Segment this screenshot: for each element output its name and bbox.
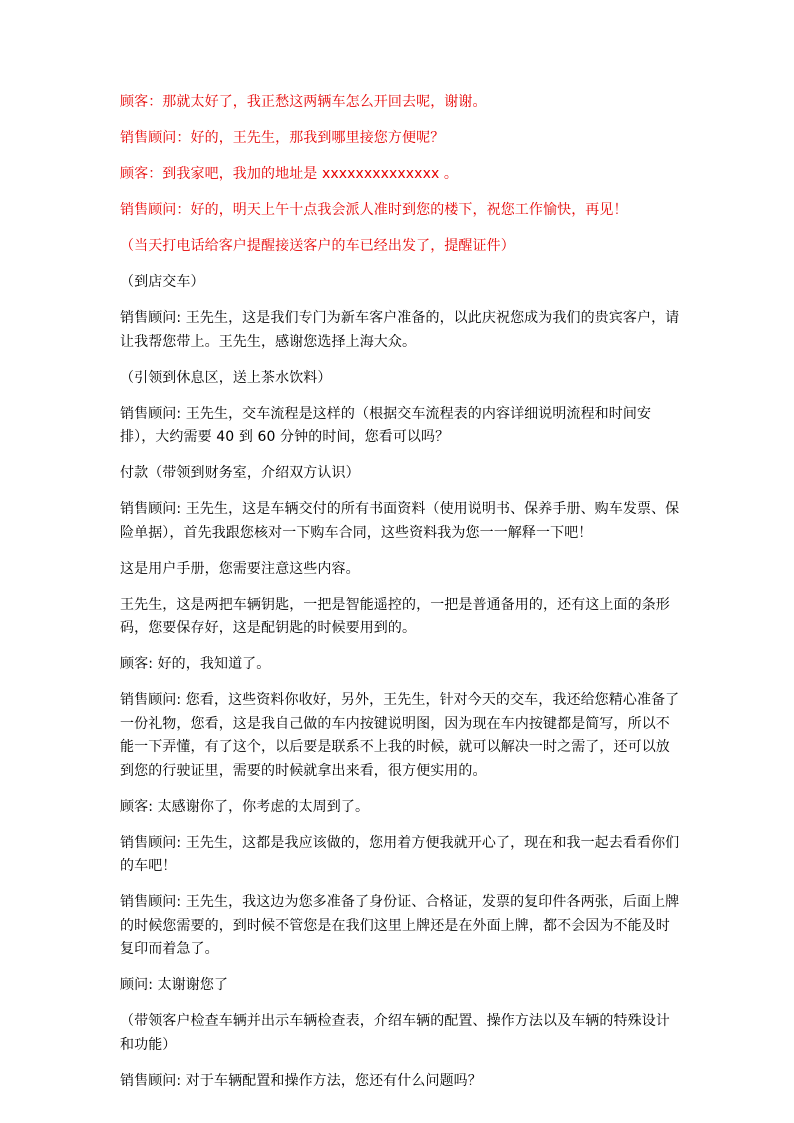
dialogue-line: 销售顾问: 您看，这些资料你收好，另外，王先生，针对今天的交车，我还给您精心准备了一份礼物，您看，这是我自己做的车内按键说明图，因为现在车内按键都是简写，所以不能一下弄懂，有了这个，以后要是联系不上我的时候，就可以解决一时之需了，还可以放到您的行驶证里，需要的时候就拿出来看，很方便实用的。 <box>120 692 680 779</box>
stage-direction: （当天打电话给客户提醒接送客户的车已经出发了，提醒证件） <box>120 238 515 254</box>
stage-direction: 付款（带领到财务室，介绍双方认识） <box>120 465 360 481</box>
dialogue-line: 销售顾问: 王先生，交车流程是这样的（根据交车流程表的内容详细说明流程和时间安排），大约需要 40 到 60 分钟的时间，您看可以吗？ <box>120 405 652 445</box>
dialogue-line: 顾问: 太谢谢您了 <box>120 977 229 993</box>
dialogue-line: 销售顾问: 王先生，这都是我应该做的，您用着方便我就开心了，现在和我一起去看看你们的车吧！ <box>120 834 680 874</box>
dialogue-line: 这是用户手册，您需要注意这些内容。 <box>120 560 360 577</box>
dialogue-line: 销售顾问：好的，王先生，那我到哪里接您方便呢？ <box>120 130 445 146</box>
dialogue-line: 销售顾问: 王先生，我这边为您多准备了身份证、合格证，发票的复印件各两张，后面上牌的时候您需要的，到时候不管您是在我们这里上牌还是在外面上牌，都不会因为不能及时复印而着急了。 <box>120 894 680 957</box>
stage-direction: （到店交车） <box>120 274 205 290</box>
dialogue-line: 销售顾问: 对于车辆配置和操作方法，您还有什么问题吗？ <box>120 1072 482 1089</box>
dialogue-line: 顾客：那就太好了，我正愁这两辆车怎么开回去呢，谢谢。 <box>120 94 487 110</box>
stage-direction: （带领客户检查车辆并出示车辆检查表，介绍车辆的配置、操作方法以及车辆的特殊设计和功能） <box>120 1013 670 1053</box>
dialogue-line: 销售顾问: 王先生，这是我们专门为新车客户准备的，以此庆祝您成为我们的贵宾客户，请让我帮您带上。王先生，感谢您选择上海大众。 <box>120 310 680 350</box>
dialogue-line: 销售顾问：好的，明天上午十点我会派人准时到您的楼下，祝您工作愉快，再见！ <box>120 202 628 218</box>
dialogue-line: 顾客: 好的，我知道了。 <box>120 656 271 672</box>
dialogue-line: 王先生，这是两把车辆钥匙，一把是智能遥控的，一把是普通备用的，还有这上面的条形码，您要保存好，这是配钥匙的时候要用到的。 <box>120 596 670 636</box>
document-page <box>120 91 680 1106</box>
dialogue-line: 销售顾问: 王先生，这是车辆交付的所有书面资料（使用说明书、保养手册、购车发票、保险单据），首先我跟您核对一下购车合同，这些资料我为您一一解释一下吧！ <box>120 501 680 541</box>
dialogue-line: 顾客: 太感谢你了，你考虑的太周到了。 <box>120 798 370 815</box>
stage-direction: （引领到休息区，送上茶水饮料） <box>120 369 332 386</box>
dialogue-line: 顾客：到我家吧，我加的地址是 xxxxxxxxxxxxxx 。 <box>120 166 458 182</box>
